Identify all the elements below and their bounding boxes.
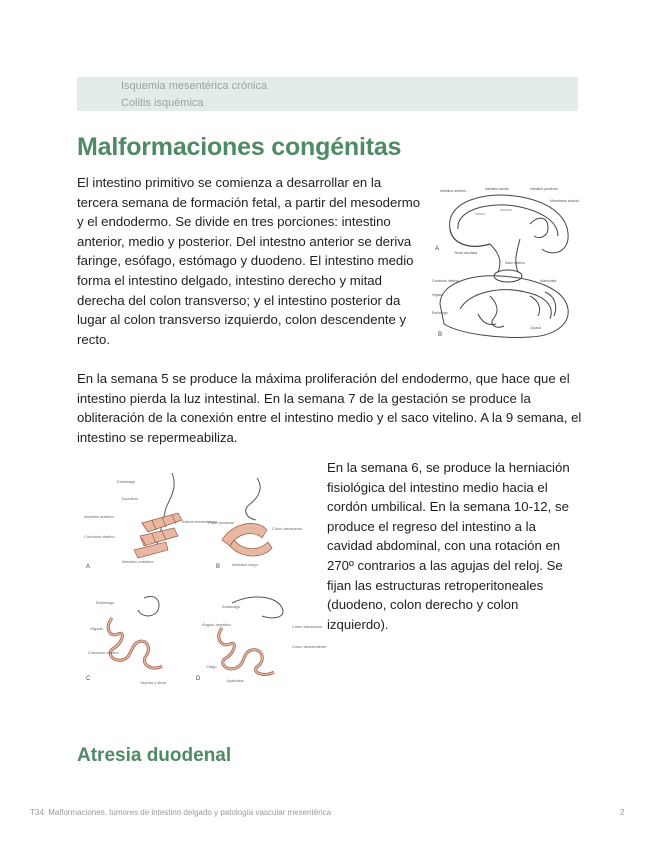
subsection-title-atresia: Atresia duodenal <box>77 745 232 766</box>
svg-text:Yema cardíaca: Yema cardíaca <box>454 251 478 255</box>
svg-text:Apéndice: Apéndice <box>227 678 244 683</box>
svg-text:Colon transverso: Colon transverso <box>292 624 323 629</box>
midgut-rotation-figure <box>82 468 327 688</box>
rotation-panel-c-label: C <box>86 676 91 682</box>
svg-text:Hígado: Hígado <box>90 626 103 631</box>
svg-text:Estómago: Estómago <box>117 479 136 484</box>
paragraph-intro: El intestino primitivo se comienza a desarrollar en la tercera semana de formación fetal, a partir del mesodermo y el endodermo. Se divide en tres porciones: intestino anterior, medio y posterior. Del intestno anterior se deriva faringe, esófago, estómago y duodeno. El intestino medio forma el intestino delgado, intestino derecho y mitad derecha del colon transverso; y el intestino posterior da lugar al colon transverso izquierdo, colon descendente y recto. <box>77 175 421 347</box>
embryo-gut-figure <box>430 184 579 344</box>
paragraph-week5: En la semana 5 se produce la máxima proliferación del endodermo, que hace que el intestino pierda la luz intestinal. En la semana 7 de la gestación se produce la obliteración de la conexión entre el intestino medio y el saco vitelino. A la 9 semana, el intestino se repermeabiliza. <box>77 371 582 445</box>
svg-text:Intestino medio: Intestino medio <box>485 187 509 191</box>
svg-text:Conducto vitelino: Conducto vitelino <box>88 650 119 655</box>
svg-text:Colon descendente: Colon descendente <box>292 644 327 649</box>
page-number: 2 <box>620 808 625 817</box>
rotation-panel-d-label: D <box>196 676 201 682</box>
toc-item-colitis-isquemica[interactable]: Colitis isquémica <box>121 97 204 109</box>
svg-text:Intestino anterior: Intestino anterior <box>84 514 114 519</box>
svg-text:Estómago: Estómago <box>222 604 241 609</box>
svg-text:Intestino posterior: Intestino posterior <box>122 559 154 564</box>
toc-box <box>77 77 578 111</box>
svg-text:Conducto vitelino: Conducto vitelino <box>84 534 115 539</box>
svg-text:Ciego: Ciego <box>206 664 217 669</box>
svg-text:Alantoides: Alantoides <box>540 279 557 283</box>
toc-item-isquemia-cronica[interactable]: Isquemia mesentérica crónica <box>121 80 268 92</box>
rotation-panel-a-label: A <box>86 564 91 570</box>
paragraph-week6: En la semana 6, se produce la herniación fisiológica del intestino medio hacia el cordón umbilical. En la semana 10-12, se produce el regreso del intestino a la cavidad abdominal, con una rotación en 270º contrarios a las agujas del reloj. Se fijan las estructuras retroperitoneales (duodeno, colon derecho y colon izquierdo). <box>327 460 570 632</box>
svg-text:Intestino anterior: Intestino anterior <box>440 189 467 193</box>
svg-text:Arteria mesentérica: Arteria mesentérica <box>182 519 217 524</box>
embryo-panel-b-label: B <box>438 332 443 338</box>
svg-text:Cloaca: Cloaca <box>530 326 541 330</box>
svg-text:Colon transverso: Colon transverso <box>272 526 303 531</box>
svg-text:Duodeno: Duodeno <box>122 496 139 501</box>
svg-text:Hígado: Hígado <box>432 293 444 297</box>
embryo-panel-a-label: A <box>435 246 440 252</box>
section-title: Malformaciones congénitas <box>77 133 402 161</box>
svg-text:Parte proximal: Parte proximal <box>208 520 234 525</box>
svg-text:Membrana cloacal: Membrana cloacal <box>550 199 579 203</box>
svg-text:Intestino posterior: Intestino posterior <box>530 187 558 191</box>
rotation-panel-b-label: B <box>216 564 221 570</box>
svg-text:Yeyuno e ileon: Yeyuno e ileon <box>140 680 167 685</box>
page-footer: T34: Malformaciones, tumores de intestino delgado y patología vascular mesentérica <box>30 808 332 817</box>
svg-text:Conducto vitelino: Conducto vitelino <box>432 279 459 283</box>
svg-text:Estómago: Estómago <box>432 311 448 315</box>
svg-text:Saco vitelino: Saco vitelino <box>505 261 525 265</box>
svg-text:Ángulo hepático: Ángulo hepático <box>202 622 231 627</box>
svg-text:Intestino ciego: Intestino ciego <box>232 562 258 567</box>
svg-text:Estómago: Estómago <box>96 600 115 605</box>
